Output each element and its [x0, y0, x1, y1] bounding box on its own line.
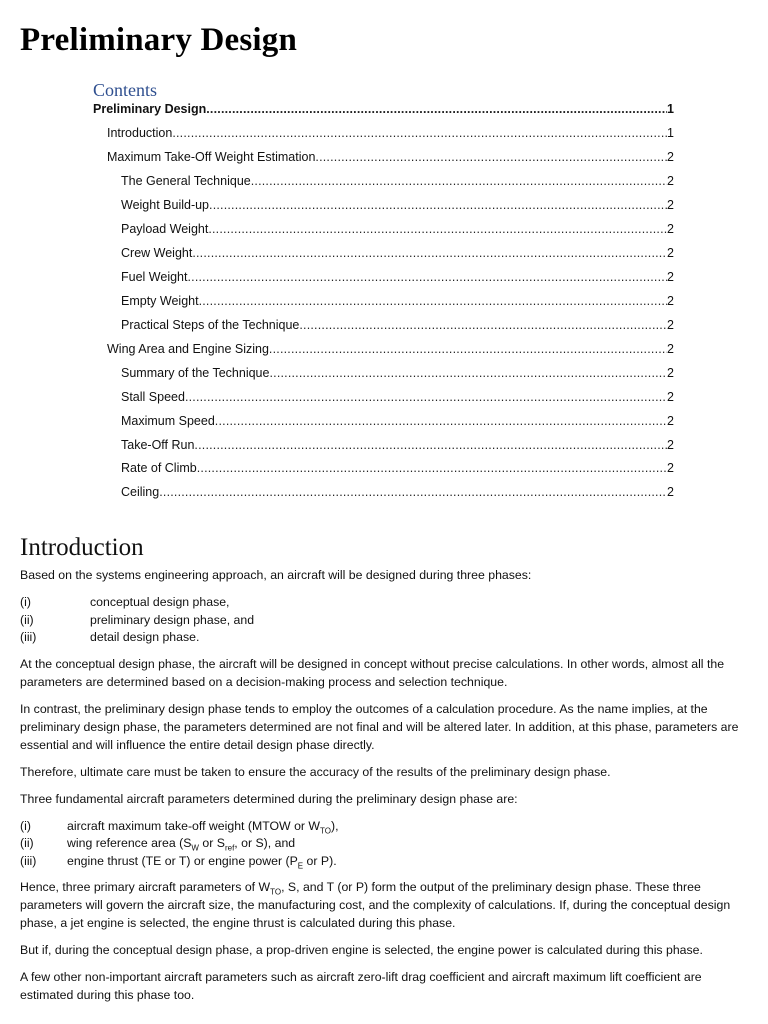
toc-leader	[269, 342, 667, 356]
toc-entry-label: Take-Off Run	[121, 438, 195, 452]
toc-entry-page: 2	[667, 485, 674, 499]
toc-entry[interactable]	[107, 150, 674, 170]
toc-entry-page: 2	[667, 342, 674, 356]
toc-entry-label: Maximum Take-Off Weight Estimation	[107, 150, 316, 164]
paragraph: Therefore, ultimate care must be taken to ensure the accuracy of the results of the preliminary design phase.	[20, 764, 611, 779]
toc-leader	[194, 438, 667, 452]
toc-entry-page: 1	[667, 102, 674, 116]
text-run: or P).	[303, 853, 337, 868]
toc-entry[interactable]	[93, 102, 674, 122]
toc-entry-page: 1	[667, 126, 674, 140]
toc-leader	[206, 102, 667, 116]
list-text	[67, 817, 339, 835]
text-run: aircraft maximum take-off weight (MTOW or W	[67, 818, 321, 833]
toc-entry-label: Summary of the Technique	[121, 366, 270, 380]
subscript: E	[297, 860, 304, 870]
list-item	[20, 628, 750, 646]
toc-entry-label: Preliminary Design	[93, 102, 207, 116]
toc-entry-page: 2	[667, 366, 674, 380]
page-title: Preliminary Design	[20, 22, 298, 58]
subscript: W	[191, 843, 199, 853]
toc-entry-label: Ceiling	[121, 485, 160, 499]
toc-leader	[192, 246, 667, 260]
toc-leader	[172, 126, 667, 140]
toc-entry[interactable]	[121, 270, 674, 290]
text-run: , or S), and	[234, 836, 296, 850]
toc-entry[interactable]	[121, 198, 674, 218]
toc-leader	[187, 270, 667, 284]
paragraph: But if, during the conceptual design phase, a prop-driven engine is selected, the engine power is calculated during this phase.	[20, 943, 703, 957]
list-item	[20, 834, 750, 852]
list-number: (ii)	[20, 612, 34, 627]
toc-leader	[197, 461, 667, 475]
toc-entry-label: Payload Weight	[121, 222, 209, 236]
paragraph: At the conceptual design phase, the aircraft will be designed in concept without precise calculations. In other words, almost all the parameters are determined based on a decision-making process and selection technique.	[20, 656, 725, 689]
toc-entry[interactable]	[121, 438, 674, 458]
toc-entry[interactable]	[121, 485, 674, 505]
toc-leader	[185, 390, 667, 404]
paragraph: Three fundamental aircraft parameters determined during the preliminary design phase are:	[20, 791, 518, 806]
list-number: (i)	[20, 595, 31, 609]
list-text: conceptual design phase,	[90, 595, 230, 609]
toc-entry-label: Weight Build-up	[121, 198, 210, 212]
list-item	[20, 852, 750, 870]
toc-entry-label: Maximum Speed	[121, 414, 215, 428]
toc-entry-label: Empty Weight	[121, 294, 199, 308]
list-item	[20, 817, 750, 835]
list-number: (iii)	[20, 853, 37, 868]
toc-leader	[269, 366, 667, 380]
toc-entry-label: Stall Speed	[121, 390, 185, 404]
toc-entry-page: 2	[667, 174, 674, 188]
list-number: (iii)	[20, 630, 37, 644]
text-run: , S, and T (or P) form the output of the preliminary design phase. These three parameters will govern the aircraft size, the manufacturing cost, and the complexity of calculations. If, during the conceptual design phase, a jet engine is selected, the engine thrust is calculated during this phase.	[20, 880, 731, 930]
toc-leader	[215, 414, 667, 428]
toc-entry-page: 2	[667, 294, 674, 308]
toc-entry[interactable]	[121, 294, 674, 314]
subscript: ref	[224, 843, 235, 853]
section-heading-introduction: Introduction	[20, 534, 144, 561]
list-text: detail design phase.	[90, 630, 200, 644]
toc-entry-label: Fuel Weight	[121, 270, 188, 284]
toc-leader	[315, 150, 667, 164]
paragraph: Based on the systems engineering approach, an aircraft will be designed during three phases:	[20, 568, 532, 582]
text-run: or S	[198, 836, 225, 850]
toc-entry-label: Rate of Climb	[121, 461, 197, 475]
introduction-body	[20, 566, 750, 1013]
text-run: ),	[331, 818, 339, 833]
subscript: TO	[270, 887, 282, 897]
toc-entry-label: The General Technique	[121, 174, 251, 188]
toc-entry[interactable]	[121, 366, 674, 386]
toc-entry-label: Introduction	[107, 126, 173, 140]
toc-entry-page: 2	[667, 318, 674, 332]
toc-entry-label: Wing Area and Engine Sizing	[107, 342, 269, 356]
toc-leader	[208, 222, 667, 236]
list-number: (i)	[20, 818, 31, 833]
toc-entry-label: Crew Weight	[121, 246, 193, 260]
list-item	[20, 593, 750, 611]
toc-entry[interactable]	[121, 390, 674, 410]
paragraph	[20, 878, 750, 932]
toc-entry[interactable]	[121, 246, 674, 266]
text-run: engine thrust (TE or T) or engine power (P	[67, 853, 298, 868]
toc-entry-page: 2	[667, 414, 674, 428]
toc-leader	[299, 318, 667, 332]
toc-entry[interactable]	[121, 222, 674, 242]
paragraph: In contrast, the preliminary design phase tends to employ the outcomes of a calculation procedure. As the name implies, at the preliminary design phase, the parameters determined are not final and will be altered later. In addition, at this phase, parameters are essential and will influence the entire detail design phase directly.	[20, 701, 739, 752]
toc-entry-page: 2	[667, 150, 674, 164]
toc-entry-page: 2	[667, 270, 674, 284]
toc-leader	[209, 198, 667, 212]
list-text	[67, 852, 337, 870]
phase-list	[20, 593, 750, 646]
toc-entry-page: 2	[667, 198, 674, 212]
toc-leader	[159, 485, 667, 499]
toc-entry-page: 2	[667, 390, 674, 404]
parameter-list	[20, 817, 750, 870]
subscript: TO	[320, 825, 332, 835]
list-number: (ii)	[20, 836, 34, 850]
toc-entry[interactable]	[107, 342, 674, 362]
text-run: Hence, three primary aircraft parameters of W	[20, 880, 271, 894]
toc-entry-page: 2	[667, 438, 674, 452]
list-text	[67, 834, 295, 852]
toc-entry[interactable]	[121, 318, 674, 338]
paragraph: A few other non-important aircraft parameters such as aircraft zero-lift drag coefficient and aircraft maximum lift coefficient are estimated during this phase too.	[20, 970, 702, 1002]
text-run: wing reference area (S	[67, 836, 192, 850]
toc-entry[interactable]	[121, 174, 674, 194]
toc-leader	[251, 174, 667, 188]
toc-entry-page: 2	[667, 222, 674, 236]
toc-entry-page: 2	[667, 461, 674, 475]
toc-leader	[199, 294, 667, 308]
toc-heading: Contents	[93, 80, 158, 100]
toc-entry[interactable]	[121, 461, 674, 481]
toc-entry[interactable]	[107, 126, 674, 146]
toc-entry-label: Practical Steps of the Technique	[121, 318, 300, 332]
list-text: preliminary design phase, and	[90, 612, 255, 627]
toc-entry-page: 2	[667, 246, 674, 260]
toc-entry[interactable]	[121, 414, 674, 434]
list-item	[20, 611, 750, 629]
